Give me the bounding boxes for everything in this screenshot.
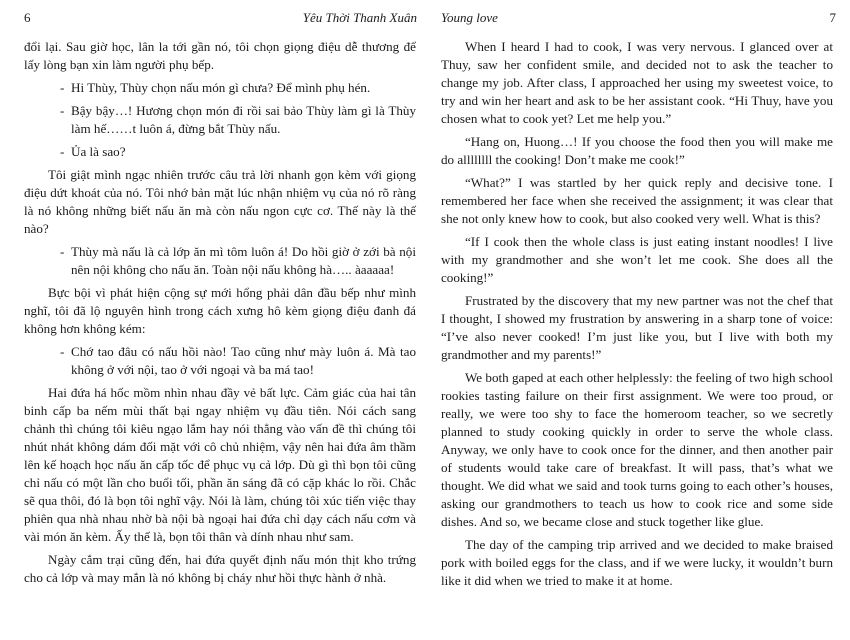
dialogue-text: Hi Thùy, Thùy chọn nấu món gì chưa? Để mình phụ hén.	[71, 80, 371, 95]
left-page-body	[24, 38, 416, 592]
dialogue-text: Thùy mà nấu là cả lớp ăn mì tôm luôn á! Do hồi giờ ở zới bà nội nên nội không cho nấu ăn. Toàn nội nấu không hà….. àaaaaa!	[71, 244, 416, 277]
page-number-left: 6	[24, 10, 31, 25]
running-header-right: Young love	[441, 10, 498, 25]
body-paragraph: Ngày cắm trại cũng đến, hai đứa quyết định nấu món thịt kho trứng cho cả lớp và may mắn là nó không bị cháy như hồi thực hành ở nhà.	[24, 552, 416, 585]
body-paragraph: “Hang on, Huong…! If you choose the food then you will make me do allllllll the cooking! Don’t make me cook!”	[441, 134, 833, 167]
dialogue-dash: -	[60, 144, 65, 159]
running-header-left: Yêu Thời Thanh Xuân	[302, 10, 417, 25]
dialogue-dash: -	[60, 344, 65, 359]
dialogue-line	[24, 343, 416, 379]
dialogue-line	[24, 243, 416, 279]
body-paragraph: Bực bội vì phát hiện cộng sự mới hổng phải dân đầu bếp như mình nghĩ, tôi đã lộ nguyên hình trong cách xưng hô kèm giọng điệu đanh đá không hơn không kém:	[24, 285, 416, 336]
body-paragraph: When I heard I had to cook, I was very nervous. I glanced over at Thuy, saw her confident smile, and decided not to ask the teacher to change my job. After class, I approached her using my sweetest voice, to try and win her heart and ask to be her assistant cook. “Hi Thuy, have you chosen what to cook yet? Let me help you.”	[441, 39, 833, 126]
dialogue-dash: -	[60, 103, 65, 118]
dialogue-line	[24, 143, 416, 161]
body-paragraph: Hai đứa há hốc mồm nhìn nhau đầy vẻ bất lực. Cảm giác của hai tân binh cấp ba nếm mùi thất bại ngay nhiệm vụ đầu tiên. Nói cách sang chảnh thì chúng tôi kiêu ngạo lắm hay nói thẳng vào vấn đề thì chúng tôi nhút nhát không dám đối mặt với cô chủ nhiệm, vậy nên hai đứa âm thầm lên kế hoạch học nấu ăn cấp tốc để phục vụ cả lớp. Dù gì thì bọn tôi cũng chỉ nấu có một lần cho buổi tối, phần ăn sáng đã có cặp khác lo rồi. Chắc sẽ qua thôi, đó là bọn tôi nghĩ vậy. Nói là làm, chúng tôi xúc tiến việc thay phiên qua nhà nhau nhờ bà nội bà ngoại hai đứa chỉ dạy cách nấu cơm và vài món ăn kèm. Ấy thế là, bọn tôi thân và dính nhau như sam.	[24, 385, 416, 544]
right-page	[425, 0, 850, 640]
dialogue-text: Chớ tao đâu có nấu hồi nào! Tao cũng như mày luôn á. Mà tao không ở với nội, tao ở với ngoại và ba má tao!	[71, 344, 416, 377]
dialogue-dash: -	[60, 244, 65, 259]
page-number-right: 7	[829, 10, 836, 25]
right-page-body	[441, 38, 833, 595]
body-paragraph: Frustrated by the discovery that my new partner was not the chef that I thought, I showed my frustration by answering in a sharp tone of voice: “I’ve also never cooked! I’m just like you, but I live with both my grandmother and my parents!”	[441, 293, 833, 362]
dialogue-line	[24, 79, 416, 97]
body-paragraph: “What?” I was startled by her quick reply and decisive tone. I remembered her face when she received the assignment; it was clear that she not only knew how to cook, but also cooked very well. What is this?	[441, 175, 833, 226]
body-paragraph: We both gaped at each other helplessly: the feeling of two high school rookies tasting failure on their first assignment. We were too proud, or really, we were too shy to face the homeroom teacher, so we secretly planned to study cooking quickly in order to serve the whole class. Anyway, we only have to cook once for the dinner, and then another pair of students would take care of breakfast. It will pass, that’s what we thought. We did what we said and took turns going to each other’s houses, asking our grandmothers to teach us how to cook rice and some side dishes. And so, we became close and stuck together like glue.	[441, 370, 833, 529]
dialogue-line	[24, 102, 416, 138]
body-paragraph: The day of the camping trip arrived and we decided to make braised pork with boiled eggs for the class, and if we were lucky, it wouldn’t burn like it did when we tried to make it at home.	[441, 537, 833, 588]
body-paragraph: Tôi giật mình ngạc nhiên trước câu trả lời nhanh gọn kèm với giọng điệu dứt khoát của nó. Tôi nhớ bản mặt lúc nhận nhiệm vụ của nó rõ ràng là nó không những biết nấu ăn mà còn nấu ngon cực cơ. Thế này là thế nào?	[24, 167, 416, 236]
body-paragraph: “If I cook then the whole class is just eating instant noodles! I live with my grandmother and she won’t let me cook. She does all the cooking!”	[441, 234, 833, 285]
dialogue-text: Bậy bậy…! Hương chọn món đi rồi sai bảo Thùy làm gì là Thùy làm hế……t luôn á, đừng bắt Thùy nấu.	[71, 103, 416, 136]
dialogue-text: Ủa là sao?	[71, 144, 126, 159]
body-paragraph: đổi lại. Sau giờ học, lân la tới gần nó, tôi chọn giọng điệu dễ thương để lấy lòng bạn xin làm người phụ bếp.	[24, 39, 416, 72]
dialogue-dash: -	[60, 80, 65, 95]
